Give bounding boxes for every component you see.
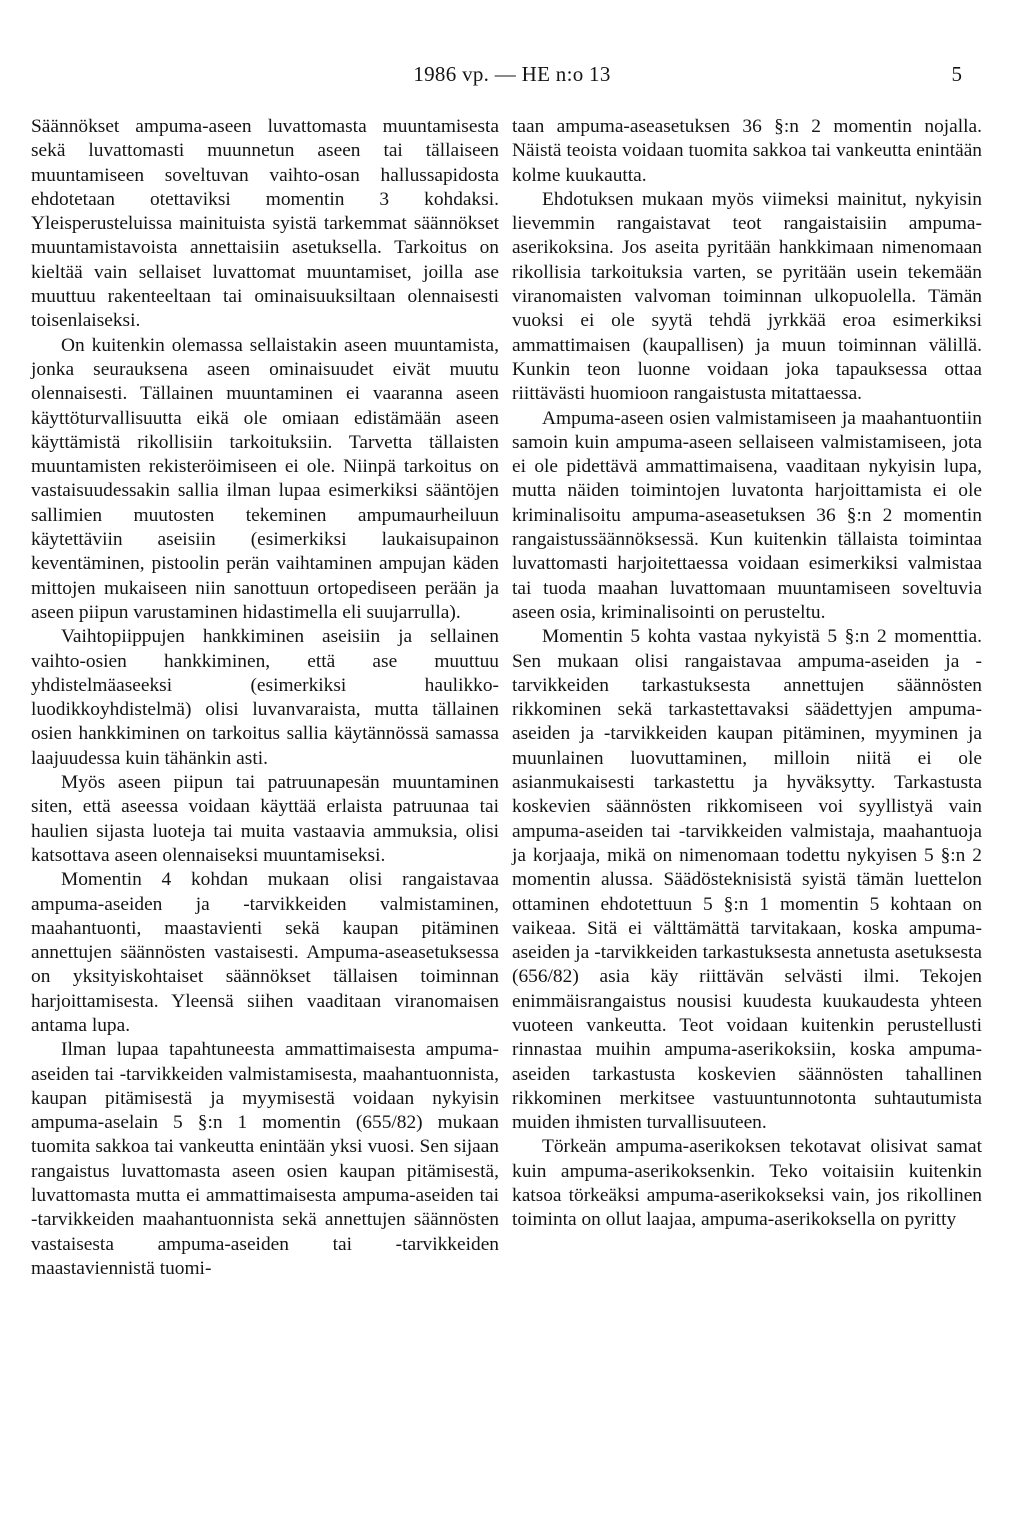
paragraph: Myös aseen piipun tai patruunapesän muuntaminen siten, että aseessa voidaan käyttää erlaista patruunaa tai haulien sijasta luoteja tai muita vastaavia ammuksia, olisi katsottava aseen olennaiseksi muuntamiseksi.: [31, 772, 499, 866]
paragraph: Momentin 4 kohdan mukaan olisi rangaistavaa ampuma-aseiden ja -tarvikkeiden valmistaminen, maahantuonti, maastavienti sekä kaupan pitäminen annettujen säännösten vastaisesti. Ampuma-aseasetuksessa on yksityiskohtaiset säännökset tällaisen toiminnan harjoittamisesta. Yleensä siihen vaaditaan viranomaisen antama lupa.: [31, 869, 499, 1036]
right-column: [512, 115, 982, 1233]
paragraph: taan ampuma-aseasetuksen 36 §:n 2 momentin nojalla. Näistä teoista voidaan tuomita sakkoa tai vankeutta enintään kolme kuukautta.: [512, 116, 982, 186]
paragraph: Ampuma-aseen osien valmistamiseen ja maahantuontiin samoin kuin ampuma-aseen sellaiseen valmistamiseen, jota ei ole pidettävä ammattimaisena, vaaditaan nykyisin lupa, mutta näiden toimintojen luvatonta harjoittamista ei ole kriminalisoitu ampuma-aseasetuksen 36 §:n 2 momentin rangaistussäännöksessä. Kun kuitenkin tällaista toimintaa luvattomasti harjoitettaessa voidaan esimerkiksi valmistaa tai tuoda maahan luvattomaan muuntamiseen soveltuvia aseen osia, kriminalisointi on perusteltu.: [512, 407, 982, 623]
paragraph: Ehdotuksen mukaan myös viimeksi mainitut, nykyisin lievemmin rangaistavat teot rangaistaisiin ampuma-aserikoksina. Jos aseita pyritään hankkimaan nimenomaan rikollisia tarkoituksia varten, se pyritään usein tekemään viranomaisten valvoman toiminnan ulkopuolella. Tämän vuoksi ei ole syytä tehdä jyrkkää eroa esimerkiksi ammattimaisen (kaupallisen) ja muun toiminnan välillä. Kunkin teon luonne voidaan joka tapauksessa ottaa riittävästi huomioon rangaistusta mitattaessa.: [512, 188, 982, 405]
paragraph: On kuitenkin olemassa sellaistakin aseen muuntamista, jonka seurauksena aseen ominaisuudet eivät muutu olennaisesti. Tällainen muuntaminen ei vaaranna aseen käyttöturvallisuutta eikä ole omiaan edistämään aseen käyttämistä rikollisiin tarkoituksiin. Tarvetta tällaisten muuntamisten rekisteröimiseen ei ole. Niinpä tarkoitus on vastaisuudessakin sallia ilman lupaa esimerkiksi sääntöjen sallimien muutosten tekeminen ampumaurheiluun käytettäviin aseisiin (esimerkiksi laukaisupainon keventäminen, pistoolin perän vaihtaminen ampujan käden mittojen mukaiseen niin sanottuun ortopediseen perään ja aseen piipun varustaminen hidastimella eli suujarrulla).: [31, 334, 499, 623]
paragraph: Ilman lupaa tapahtuneesta ammattimaisesta ampuma-aseiden tai -tarvikkeiden valmistamisesta, maahantuonnista, kaupan pitämisestä ja myymisestä voidaan nykyisin ampuma-aselain 5 §:n 1 momentin (655/82) mukaan tuomita sakkoa tai vankeutta enintään yksi vuosi. Sen sijaan rangaistus luvattomasta aseen osien kaupan pitämisestä, luvattomasta mutta ei ammattimaisesta ampuma-aseiden tai -tarvikkeiden maahantuonnista sekä annettujen säännösten vastaisesta ampuma-aseiden tai -tarvikkeiden maastaviennistä tuomi-: [31, 1039, 499, 1279]
left-column: [31, 115, 499, 1281]
page-number: 5: [951, 62, 962, 86]
paragraph: Törkeän ampuma-aserikoksen tekotavat olisivat samat kuin ampuma-aserikoksenkin. Teko voitaisiin kuitenkin katsoa törkeäksi ampuma-aserikokseksi vain, jos rikollinen toiminta on ollut laajaa, ampuma-aserikoksella on pyritty: [512, 1136, 982, 1231]
paragraph: Säännökset ampuma-aseen luvattomasta muuntamisesta sekä luvattomasti muunnetun aseen tai tällaiseen muuntamiseen soveltuvan vaihto-osan hallussapidosta ehdotetaan otettaviksi momentin 3 kohdaksi. Yleisperusteluissa mainituista syistä tarkemmat säännökset muuntamistavoista annettaisiin asetuksella. Tarkoitus on kieltää vain sellaiset luvattomat muuntamiset, joilla ase muuttuu rakenteeltaan tai ominaisuuksiltaan olennaisesti toisenlaiseksi.: [31, 116, 499, 332]
page-header: [0, 62, 1024, 92]
paragraph: Vaihtopiippujen hankkiminen aseisiin ja sellainen vaihto-osien hankkiminen, että ase muuttuu yhdistelmäaseeksi (esimerkiksi haulikko-luodikkoyhdistelmä) olisi luvanvaraista, mutta tällainen osien hankkiminen on tarkoitus sallia käytännössä samassa laajuudessa kuin tähänkin asti.: [31, 626, 499, 769]
paragraph: Momentin 5 kohta vastaa nykyistä 5 §:n 2 momenttia. Sen mukaan olisi rangaistavaa ampuma-aseiden ja -tarvikkeiden tarkastuksesta annettujen säännösten rikkominen sekä tarkastettavaksi säädettyjen ampuma-aseiden ja -tarvikkeiden kaupan pitäminen, myyminen ja muunlainen luovuttaminen, milloin niitä ei ole asianmukaisesti tarkastettu ja hyväksytty. Tarkastusta koskevien säännösten rikkomiseen voi syyllistyä vain ampuma-aseiden tai -tarvikkeiden valmistaja, maahantuoja ja korjaaja, mikä on nimenomaan todettu nykyisen 5 §:n 2 momentin alussa. Säädösteknisistä syistä tämän luettelon ottaminen ehdotettuun 5 §:n 1 momentin 5 kohtaan on vaikeaa. Sitä ei välttämättä tarvitakaan, koska ampuma-aseiden ja -tarvikkeiden tarkastuksesta annetusta asetuksesta (656/82) asia käy riittävän selvästi ilmi. Tekojen enimmäisrangaistus nousisi kuudesta kuukaudesta yhteen vuoteen vankeutta. Teot voidaan kuitenkin perustellusti rinnastaa muihin ampuma-aserikoksiin, koska ampuma-aseiden tarkastusta koskevien säännösten tahallinen rikkominen merkitsee vastuuntunnotonta suhtautumista muiden ihmisten turvallisuuteen.: [512, 626, 982, 1134]
running-head: 1986 vp. — HE n:o 13: [413, 62, 611, 86]
